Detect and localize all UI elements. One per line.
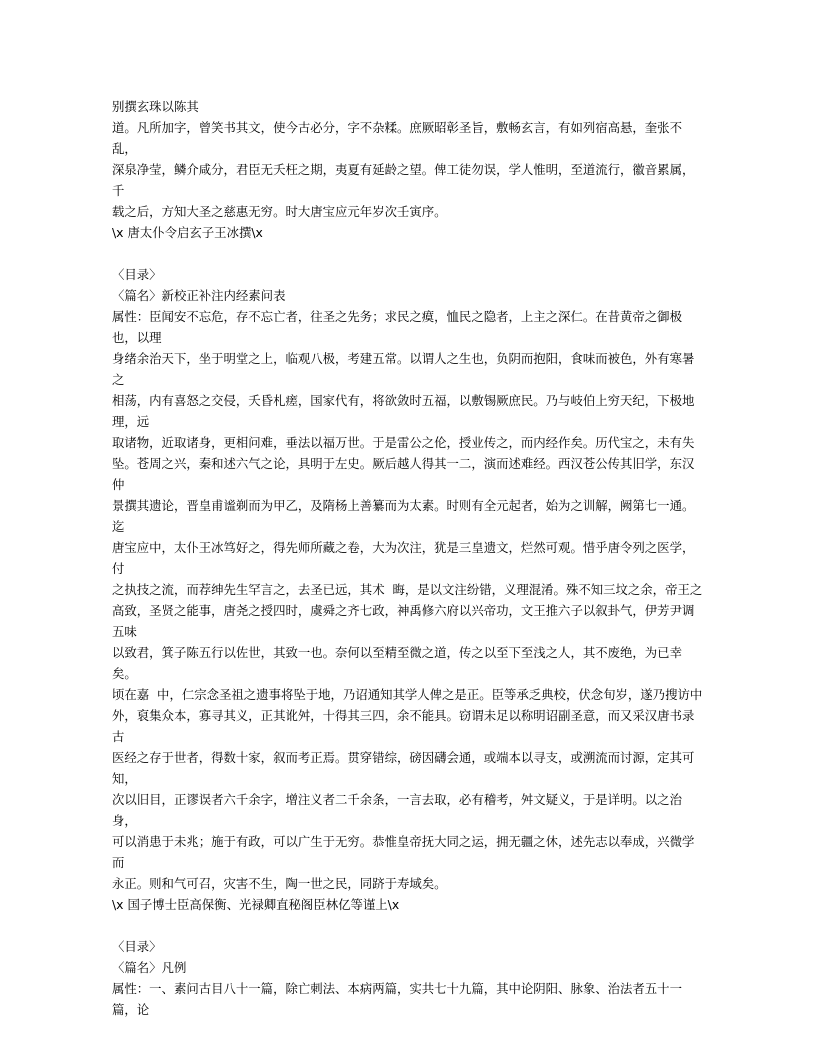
text-line: 相荡，内有喜怒之交侵，夭昏札瘥，国家代有，将欲敛时五福，以敷锡厥庶民。乃与岐伯上穷天纪，下极地理，远 xyxy=(112,393,695,429)
text-line: 永正。则和气可召，灾害不生，陶一世之民，同跻于寿域矣。 xyxy=(112,876,447,891)
text-line: 外，裒集众本，寡寻其义，正其讹舛，十得其三四，余不能具。窃谓未足以称明诏副圣意，而又采汉唐书录古 xyxy=(112,708,695,744)
text-line: 唐宝应中，太仆王冰笃好之，得先师所藏之卷，大为次注，犹是三皇遗文，烂然可观。惜乎唐令列之医学，付 xyxy=(112,540,695,576)
text-line: 〈目录〉 xyxy=(112,267,162,282)
text-line: 以致君，箕子陈五行以佐世，其致一也。奈何以至精至微之道，传之以至下至浅之人，其不废绝，为已幸矣。 xyxy=(112,645,682,681)
text-line: 〈篇名〉凡例 xyxy=(112,960,187,975)
text-line: 〈目录〉 xyxy=(112,939,162,954)
text-line: 可以消患于未兆；施于有政，可以广生于无穷。恭惟皇帝抚大同之运，拥无疆之休，述先志以奉成，兴微学而 xyxy=(112,834,695,870)
text-line: 坠。苍周之兴，秦和述六气之论，具明于左史。厥后越人得其一二，演而述难经。西汉苍公传其旧学，东汉仲 xyxy=(112,456,695,492)
text-line: 取诸物，近取诸身，更相问难，垂法以福万世。于是雷公之伦，授业传之，而内经作矣。历代宝之，未有失 xyxy=(112,435,695,450)
text-line: 高致，圣贤之能事，唐尧之授四时，虞舜之齐七政，神禹修六府以兴帝功，文王推六子以叙卦气，伊芳尹调五味 xyxy=(112,603,695,639)
text-line: 属性：一、素问古目八十一篇，除亡刺法、本病两篇，实共七十九篇，其中论阴阳、脉象、治法者五十一篇，论 xyxy=(112,981,682,1017)
text-line: 次以旧目，正谬误者六千余字，增注义者二千余条，一言去取，必有稽考，舛文疑义，于是详明。以之治身， xyxy=(112,792,682,828)
text-line: \x 国子博士臣高保衡、光禄卿直秘阁臣林亿等谨上\x xyxy=(112,897,400,912)
text-line: 身绪余治天下，坐于明堂之上，临观八极，考建五常。以谓人之生也，负阴而抱阳，食味而被色，外有寒暑之 xyxy=(112,351,695,387)
text-line: 别撰玄珠以陈其 xyxy=(112,99,199,114)
text-line: 道。凡所加字，曾笑书其文，使今古必分，字不杂糅。庶厥昭彰圣旨，敷畅玄言，有如列宿高悬，奎张不乱， xyxy=(112,120,682,156)
blank-line xyxy=(112,915,706,936)
text-line: 景撰其遗论，晋皇甫谧剃而为甲乙，及隋杨上善纂而为太素。时则有全元起者，始为之训解，阙第七一通。迄 xyxy=(112,498,695,534)
text-line: \x 唐太仆令启玄子王冰撰\x xyxy=(112,225,263,240)
text-line: 深泉净莹，鳞介咸分，君臣无夭枉之期，夷夏有延龄之望。俾工徒勿误，学人惟明，至道流行，徽音累属，千 xyxy=(112,162,695,198)
document-text-body xyxy=(112,96,706,1020)
text-line: 载之后，方知大圣之慈惠无穷。时大唐宝应元年岁次壬寅序。 xyxy=(112,204,447,219)
blank-line xyxy=(112,243,706,264)
text-line: 〈篇名〉新校正补注内经素问表 xyxy=(112,288,286,303)
text-line: 之执技之流，而荐绅先生罕言之，去圣已远，其术 晦，是以文注纷错，义理混淆。殊不知三坟之余，帝王之 xyxy=(112,582,703,597)
text-line: 属性：臣闻安不忘危，存不忘亡者，往圣之先务；求民之瘼，恤民之隐者，上主之深仁。在昔黄帝之御极也，以理 xyxy=(112,309,682,345)
text-line: 医经之存于世者，得数十家，叙而考正焉。贯穿错综，磅因礴会通，或端本以寻支，或溯流而讨源，定其可知， xyxy=(112,750,695,786)
text-line: 顷在嘉 中，仁宗念圣祖之遗事将坠于地，乃诏通知其学人俾之是正。臣等承乏典校，伏念旬岁，遂乃搜访中 xyxy=(112,687,703,702)
